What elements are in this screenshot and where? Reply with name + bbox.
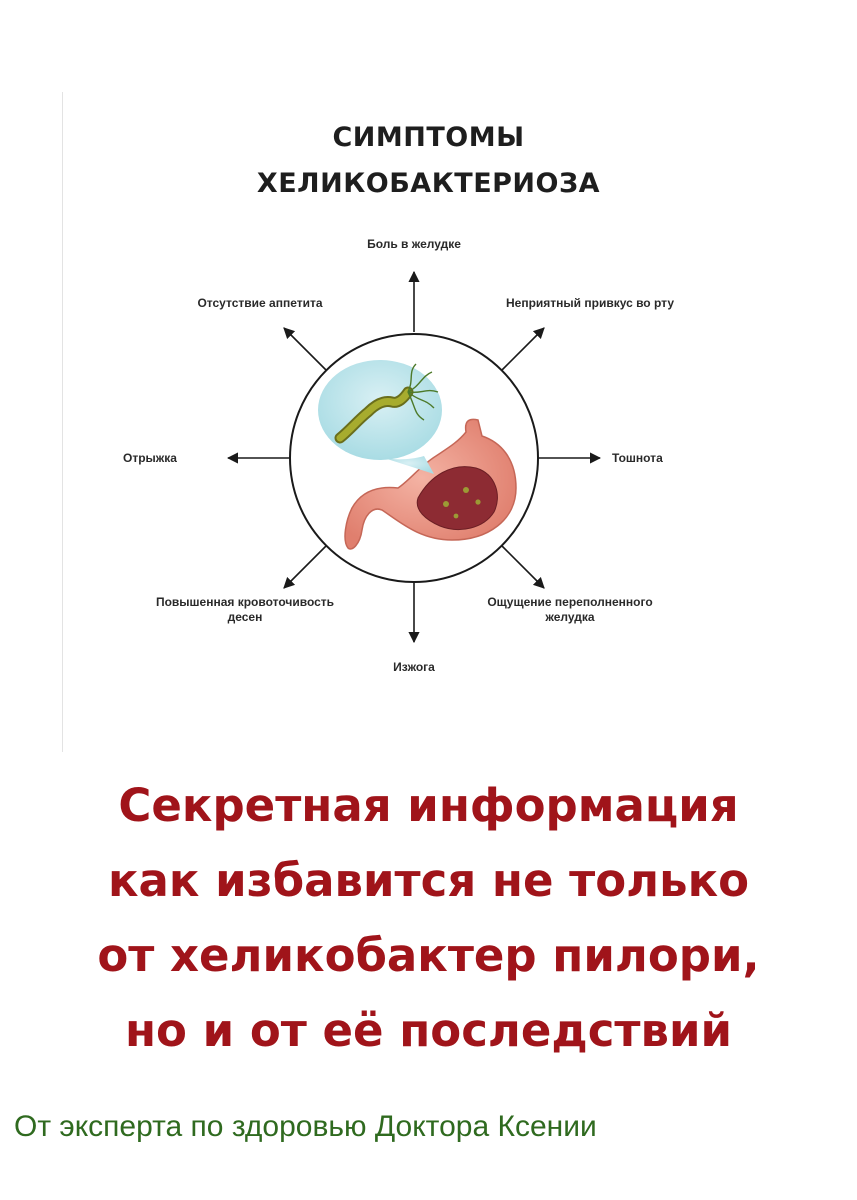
symptom-no-appetite: Отсутствие аппетита bbox=[197, 296, 323, 310]
headline-line4: но и от её последствий bbox=[124, 1004, 733, 1057]
symptom-bad-taste: Неприятный привкус во рту bbox=[505, 296, 674, 310]
symptom-stomach-pain: Боль в желудке bbox=[367, 237, 461, 251]
symptom-bleeding-gums-line1: Повышенная кровоточивость bbox=[155, 595, 335, 609]
symptom-belching: Отрыжка bbox=[123, 451, 177, 465]
headline bbox=[0, 768, 857, 1068]
arrow-up-right bbox=[502, 328, 544, 370]
author-credit: От эксперта по здоровью Доктора Ксении bbox=[14, 1110, 597, 1143]
symptom-bleeding-gums-line2: десен bbox=[227, 610, 263, 624]
symptom-fullness bbox=[450, 595, 690, 625]
arrow-up-left bbox=[284, 328, 326, 370]
headline-line1: Секретная информация bbox=[118, 779, 739, 832]
symptom-fullness-line2: желудка bbox=[545, 610, 595, 624]
headline-line3: от хеликобактер пилори, bbox=[97, 929, 760, 982]
symptom-nausea: Тошнота bbox=[612, 451, 663, 465]
symptom-fullness-line1: Ощущение переполненного bbox=[487, 595, 653, 609]
diagram-title-line1: СИМПТОМЫ bbox=[332, 122, 525, 153]
arrow-down-right bbox=[502, 546, 544, 588]
symptom-bleeding-gums bbox=[110, 595, 380, 625]
symptom-heartburn: Изжога bbox=[393, 660, 435, 674]
headline-line2: как избавится не только bbox=[107, 854, 750, 907]
diagram-title-line2: ХЕЛИКОБАКТЕРИОЗА bbox=[256, 168, 601, 199]
arrow-down-left bbox=[284, 546, 326, 588]
